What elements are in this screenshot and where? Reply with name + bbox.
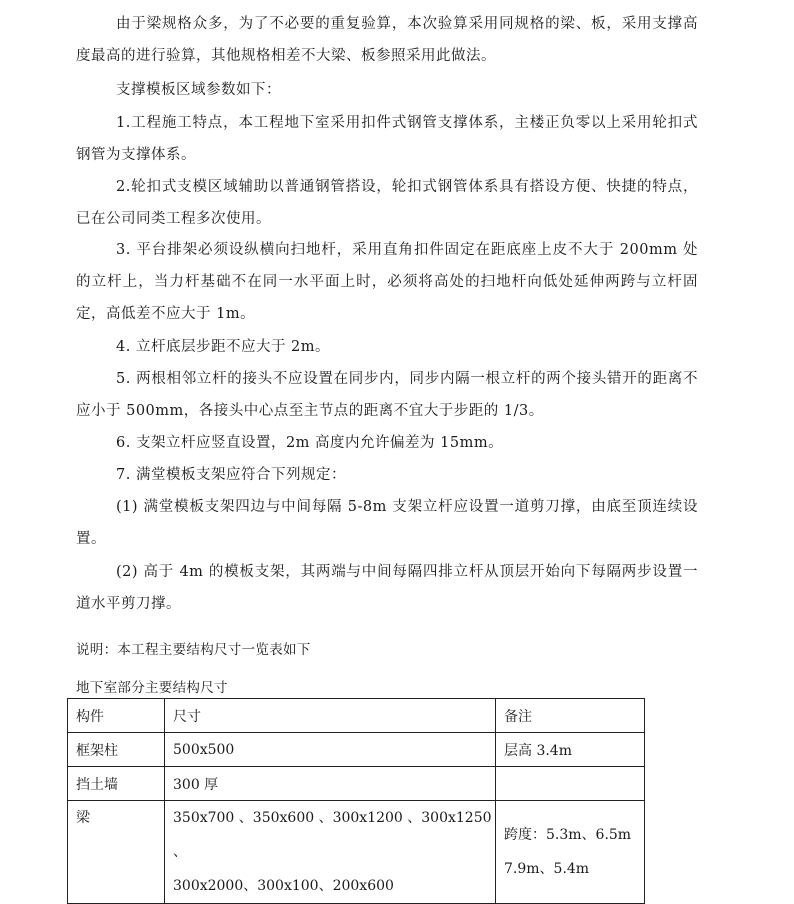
cell-remark	[496, 767, 645, 801]
paragraph-item-3: 3. 平台排架必须设纵横向扫地杆，采用直角扣件固定在距底座上皮不大于 200mm 处的立杆上，当力杆基础不在同一水平面上时，必须将高处的扫地杆向低处延伸两跨与立杆固定，高低差不应大于 1m。	[76, 242, 698, 322]
paragraph-item-6: 6. 支架立杆应竖直设置，2m 高度内允许偏差为 15mm。	[116, 435, 504, 451]
beam-size-line-1: 350x700 、350x600 、300x1200 、300x1250 、	[173, 810, 492, 860]
cell-size: 300 厚	[165, 767, 496, 801]
beam-note-line-1: 跨度：5.3m、6.5m	[504, 827, 632, 843]
paragraph-item-2: 2.轮扣式支模区域辅助以普通钢管搭设，轮扣式钢管体系具有搭设方便、快捷的特点，已在公司同类工程多次使用。	[76, 179, 698, 227]
cut-off-heading	[78, 0, 438, 4]
table-row	[68, 767, 645, 801]
cell-remark: 层高 3.4m	[496, 733, 645, 767]
table-title: 地下室部分主要结构尺寸	[76, 680, 228, 696]
header-size: 尺寸	[165, 699, 496, 733]
paragraph-sub-1: (1) 满堂模板支架四边与中间每隔 5-8m 支架立杆应设置一道剪刀撑，由底至顶连续设置。	[76, 499, 698, 547]
paragraph-intro: 由于梁规格众多，为了不必要的重复验算，本次验算采用同规格的梁、板，采用支撑高度最高的进行验算，其他规格相差不大梁、板参照采用此做法。	[76, 16, 698, 64]
paragraph-params-heading: 支撑模板区域参数如下：	[116, 82, 281, 98]
paragraph-item-7: 7. 满堂模板支架应符合下列规定：	[116, 467, 346, 483]
cell-component	[68, 801, 165, 904]
table-header-row	[68, 699, 645, 733]
structure-size-table	[67, 698, 645, 904]
table-note: 说明：本工程主要结构尺寸一览表如下	[76, 642, 311, 658]
cell-size: 500x500	[165, 733, 496, 767]
beam-name: 梁	[76, 810, 90, 826]
cell-component: 框架柱	[68, 733, 165, 767]
paragraph-sub-2: (2) 高于 4m 的模板支架，其两端与中间每隔四排立杆从顶层开始向下每隔两步设置一道水平剪刀撑。	[76, 564, 698, 612]
cell-remark	[496, 801, 645, 904]
table-row-beam	[68, 801, 645, 904]
beam-note-line-2: 7.9m、5.4m	[504, 861, 590, 877]
beam-size-line-2: 300x2000、300x100、200x600	[173, 878, 394, 894]
cell-size	[165, 801, 496, 904]
header-remark: 备注	[496, 699, 645, 733]
table-row	[68, 733, 645, 767]
paragraph-item-4: 4. 立杆底层步距不应大于 2m。	[116, 339, 331, 355]
paragraph-item-1: 1.工程施工特点，本工程地下室采用扣件式钢管支撑体系，主楼正负零以上采用轮扣式钢管为支撑体系。	[76, 115, 698, 163]
cell-component: 挡土墙	[68, 767, 165, 801]
header-component: 构件	[68, 699, 165, 733]
paragraph-item-5: 5. 两根相邻立杆的接头不应设置在同步内，同步内隔一根立杆的两个接头错开的距离不应小于 500mm，各接头中心点至主节点的距离不宜大于步距的 1/3。	[76, 371, 698, 419]
